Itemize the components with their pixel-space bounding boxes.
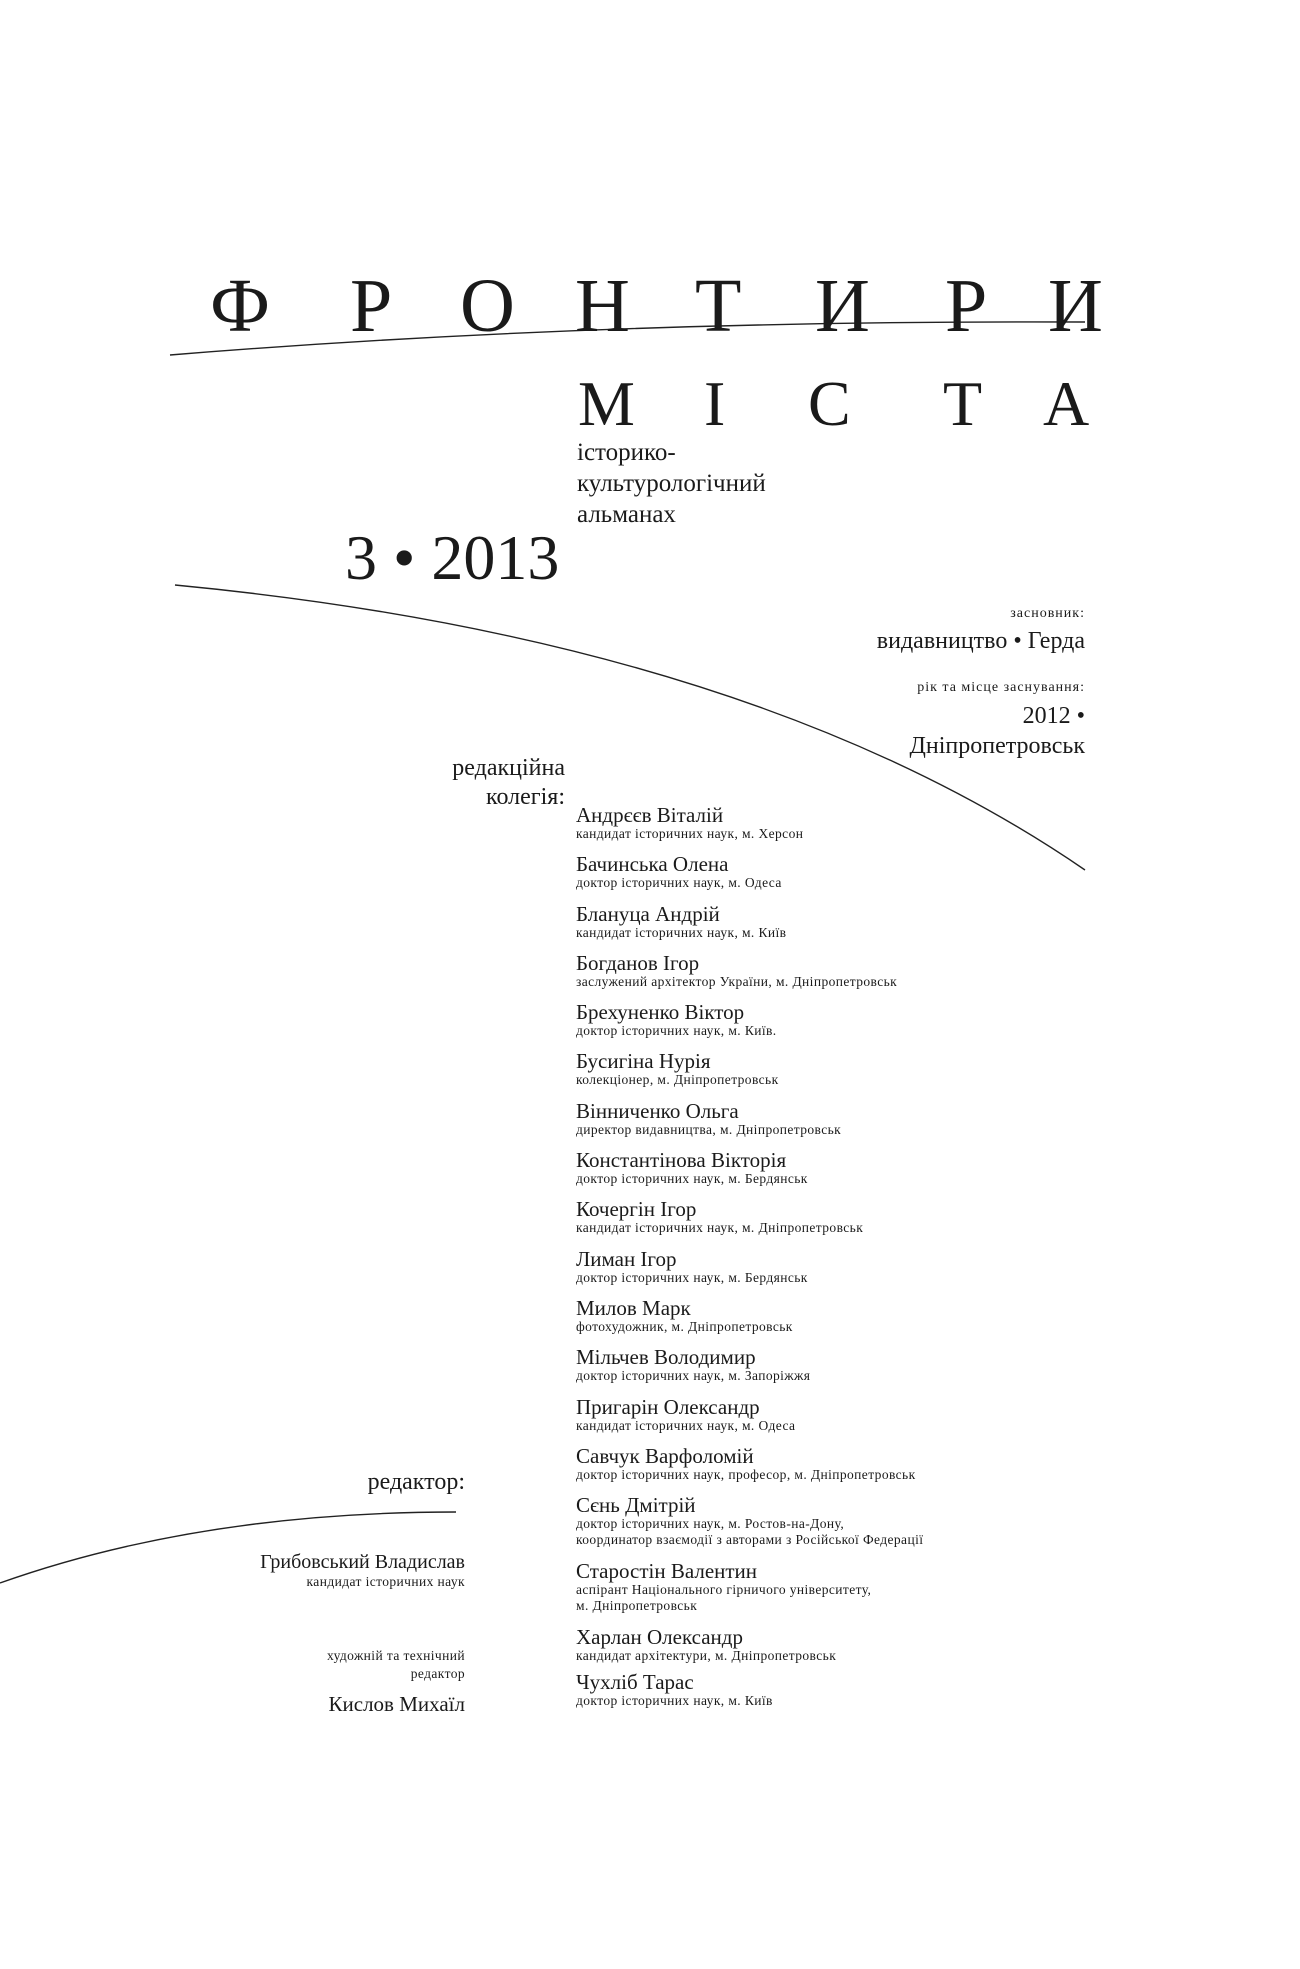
title-letter: І [704, 368, 726, 439]
title-letter: Р [350, 264, 393, 348]
list-item: Мільчев Володимир доктор історичних наук, м. Запоріжжя [576, 1345, 811, 1384]
title-letter: О [460, 264, 515, 348]
list-item: Сєнь Дмітрій доктор історичних наук, м. Ростов-на-Дону, координатор взаємодії з авторами з Російської Федерації [576, 1493, 924, 1548]
title-letter: А [1043, 368, 1090, 439]
list-item: Милов Марк фотохудожник, м. Дніпропетровськ [576, 1295, 793, 1334]
list-item: Савчук Варфоломій доктор історичних наук, професор, м. Дніпропетровськ [576, 1443, 916, 1482]
board-label: редакційна колегія: [452, 755, 565, 810]
tech-editor-label: художній та технічний редактор [326, 1648, 465, 1681]
list-item: Богданов Ігор заслужений архітектор України, м. Дніпропетровськ [576, 950, 898, 989]
list-item: Брехуненко Віктор доктор історичних наук, м. Київ. [576, 1000, 777, 1039]
title-letter: М [578, 368, 635, 439]
issue-number: 3 • 2013 [345, 522, 560, 593]
tech-editor-name: Кислов Михаїл [328, 1692, 465, 1716]
founder-value: видавництво • Герда [876, 628, 1085, 654]
editor-desc: кандидат історичних наук [306, 1574, 465, 1589]
title-letter: И [1048, 264, 1103, 348]
title-letter: Н [575, 264, 630, 348]
list-item: Харлан Олександр кандидат архітектури, м. Дніпропетровськ [576, 1625, 837, 1664]
title-letter: С [808, 368, 851, 439]
editor-name: Грибовський Владислав [260, 1551, 465, 1573]
title-letter: Ф [210, 264, 271, 348]
list-item: Кочергін Ігор кандидат історичних наук, м. Дніпропетровськ [576, 1197, 864, 1236]
list-item: Вінниченко Ольга директор видавництва, м. Дніпропетровськ [576, 1098, 842, 1137]
founding-label: рік та місце заснування: [917, 680, 1085, 695]
title-letter: Т [695, 264, 742, 348]
title-letter: И [815, 264, 870, 348]
title-letter: Т [943, 368, 983, 439]
list-item: Пригарін Олександр кандидат історичних наук, м. Одеса [576, 1394, 796, 1433]
editor-label: редактор: [367, 1469, 465, 1495]
title-letter: Р [945, 264, 988, 348]
almanac-subtitle: історико- культурологічний альманах [577, 439, 766, 528]
founding-value: 2012 • Дніпропетровськ [909, 703, 1085, 759]
list-item: Бусигіна Нурія колекціонер, м. Дніпропетровськ [576, 1049, 779, 1088]
list-item: Бачинська Олена доктор історичних наук, м. Одеса [576, 852, 782, 891]
founder-label: засновник: [1010, 606, 1085, 621]
board-members-list [576, 804, 1096, 1720]
list-item: Лиман Ігор доктор історичних наук, м. Бердянськ [576, 1246, 808, 1285]
list-item: Константінова Вікторія доктор історичних наук, м. Бердянськ [576, 1148, 808, 1187]
list-item: Старостін Валентин аспірант Національного гірничого університету, м. Дніпропетровськ [576, 1559, 872, 1614]
list-item: Блануца Андрій кандидат історичних наук, м. Київ [576, 901, 787, 940]
list-item: Андрєєв Віталій кандидат історичних наук, м. Херсон [576, 803, 804, 841]
list-item: Чухліб Тарас доктор історичних наук, м. Київ [576, 1670, 773, 1709]
